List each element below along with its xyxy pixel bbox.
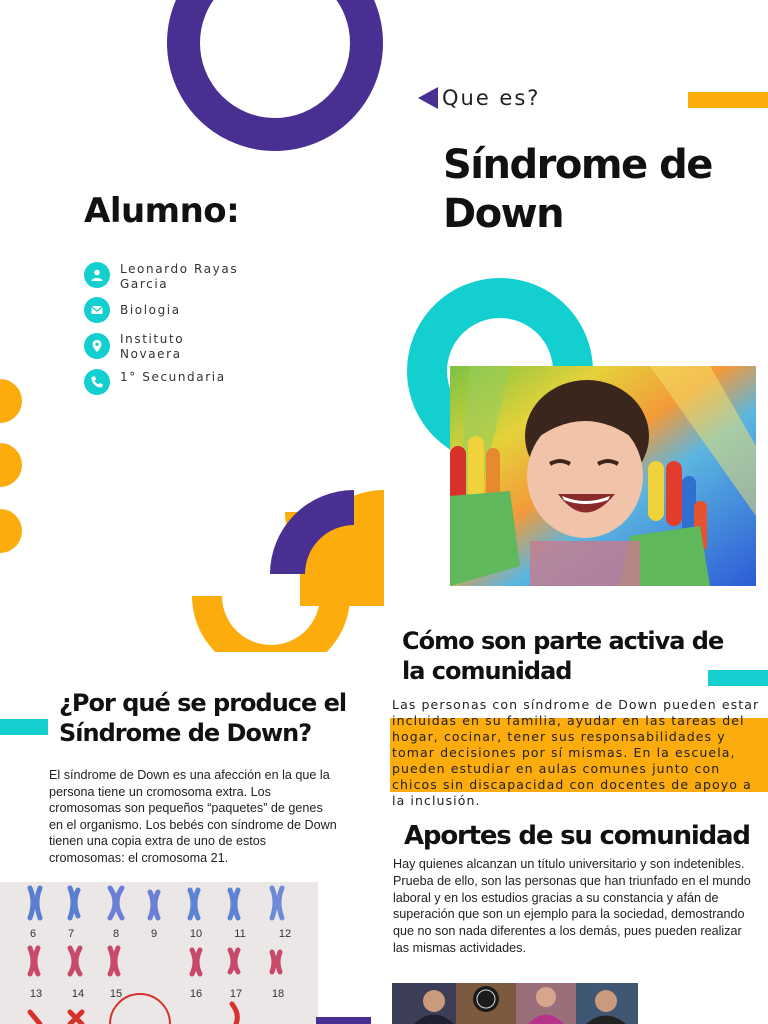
aportes-heading: Aportes de su comunidad [404,821,750,851]
orange-bar-decoration [688,92,768,108]
chromosome-number: 6 [29,928,37,940]
chromosome-number: 12 [278,928,292,940]
school-label: Instituto Novaera [120,332,185,361]
chromosome-number: 16 [189,988,203,1000]
orange-dot-decoration [0,509,22,553]
chromosome-number: 7 [67,928,75,940]
comunidad-heading: Cómo son parte activa de la comunidad [402,627,724,685]
teal-bar-decoration [0,719,48,735]
chromosome-number: 10 [189,928,203,940]
child-photo [450,366,756,586]
por-que-heading: ¿Por qué se produce el Síndrome de Down? [59,689,347,747]
que-es-text: Que es? [442,86,541,110]
que-es-label [418,86,540,110]
orange-dot-decoration [0,379,22,423]
student-name: Leonardo Rayas Garcia [120,262,239,291]
subject-label: Biologia [120,303,181,317]
arc-shapes-decoration [190,488,386,652]
info-row-name [84,262,250,292]
arrow-left-icon [418,87,438,109]
location-icon [84,333,110,359]
chromosome-number: 15 [109,988,123,1000]
chromosome-number: 18 [271,988,285,1000]
alumno-heading: Alumno: [84,191,240,231]
orange-dot-decoration [0,443,22,487]
mail-icon [84,297,110,323]
comunidad-paragraph: Las personas con síndrome de Down pueden estar incluidas en su familia, ayudar en las tareas del hogar, cocinar, tener sus responsabilidades y tomar decisiones por sí mismas. En la escuela, pueden estudiar en aulas comunes junto con chicos sin discapacidad con docentes de apoyo a la inclusión. [392,697,760,808]
page-title: Síndrome de Down [443,142,712,237]
people-photo-strip [392,983,638,1024]
info-row-school [84,333,250,362]
grade-label: 1° Secundaria [120,370,226,384]
purple-bar-decoration [316,1017,371,1024]
por-que-paragraph: El síndrome de Down es una afección en la que la persona tiene un cromosoma extra. Los cromosomas son pequeños “paquetes” de genes en el organismo. Los bebés con síndrome de Down tienen una copia extra de uno de estos cromosomas: el cromosoma 21. [49,768,337,865]
phone-icon [84,369,110,395]
purple-ring-decoration [167,0,383,151]
chromosome-number: 13 [29,988,43,1000]
karyotype-image [0,882,318,1024]
chromosomes-illustration [0,882,318,1024]
chromosome-number: 14 [71,988,85,1000]
chromosome-number: 11 [234,928,246,940]
person-icon [84,262,110,288]
aportes-paragraph: Hay quienes alcanzan un título universitario y son indetenibles. Prueba de ello, son las personas que han triunfado en el mundo laboral y en los estudios gracias a su constancia y afán de superación que son un ejemplo para la sociedad, demostrando que no son nada diferentes a los demás, pues pueden realizar las mismas actividades. [393,857,751,955]
chromosome-number: 9 [150,928,158,940]
chromosome-number: 17 [229,988,243,1000]
teal-bar-decoration [708,670,768,686]
info-row-grade [84,369,250,395]
chromosome-number: 8 [112,928,120,940]
info-row-subject [84,297,250,323]
